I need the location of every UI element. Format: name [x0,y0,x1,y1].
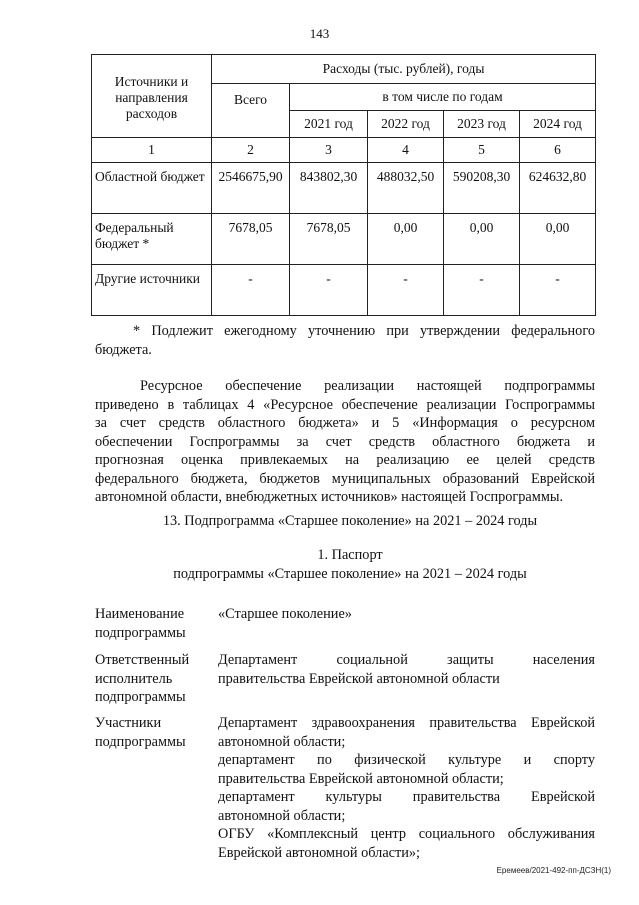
paragraph-line: прогнозная оценка привлекаемых на реализацию ее целей средств [95,452,595,468]
paragraph-line: приведено в таблицах 4 «Ресурсное обеспечение реализации Госпрограммы [95,396,595,413]
table-row [92,265,596,316]
document-code: Еремеев/2021-492-пп-ДСЗН(1) [496,866,611,875]
passport-label [95,714,215,751]
header-year: 2022 год [368,111,444,138]
index-cell: 2 [212,138,290,163]
passport-value [218,714,595,862]
index-cell: 3 [290,138,368,163]
row-label: Федеральный бюджет * [92,214,212,265]
table-cell: 7678,05 [212,214,290,265]
header-expenses: Расходы (тыс. рублей), годы [212,55,596,84]
table-row [92,214,596,265]
value-line: «Старшее поколение» [218,606,352,622]
label-line: Участники [95,715,162,731]
footnote [95,322,595,359]
passport-subtitle: подпрограммы «Старшее поколение» на 2021 – 2024 годы [173,566,527,582]
paragraph-line: автономной области, внебюджетных источников» настоящей Госпрограммы. [95,489,564,505]
expenses-table [91,54,596,316]
passport-value [218,651,595,688]
paragraph-line: Ресурсное обеспечение реализации настоящей подпрограммы [140,378,595,394]
passport-label [95,605,215,642]
table-cell: 0,00 [520,214,596,265]
table-cell: - [520,265,596,316]
label-line: исполнитель [95,670,173,687]
label-line: подпрограммы [95,733,186,750]
table-cell: 624632,80 [520,163,596,214]
table-cell: 0,00 [444,214,520,265]
header-by-years: в том числе по годам [290,84,596,111]
index-cell: 4 [368,138,444,163]
table-cell: 2546675,90 [212,163,290,214]
table-cell: - [368,265,444,316]
paragraph-line: за счет средств областного бюджета» и 5 «Информация о ресурсном [95,415,595,431]
header-year: 2024 год [520,111,596,138]
table-cell: 0,00 [368,214,444,265]
footnote-line: * Подлежит ежегодному уточнению при утверждении федерального [133,323,595,339]
header-total: Всего [212,84,290,138]
table-cell: 488032,50 [368,163,444,214]
index-cell: 1 [92,138,212,163]
label-line: подпрограммы [95,624,186,641]
section-heading: 13. Подпрограмма «Старшее поколение» на 2021 – 2024 годы [162,513,538,529]
passport-value [218,605,595,624]
passport-label [95,651,215,707]
paragraph-line: федерального бюджета, бюджетов муниципальных образований Еврейской [95,470,595,487]
header-sources: Источники и направления расходов [92,55,212,138]
header-year: 2021 год [290,111,368,138]
table-cell: - [444,265,520,316]
table-cell: 7678,05 [290,214,368,265]
value-line: автономной области; [218,733,346,750]
value-line: Департамент социальной защиты населения [218,652,595,668]
table-cell: - [290,265,368,316]
row-label: Другие источники [92,265,212,316]
table-cell: - [212,265,290,316]
value-line: ОГБУ «Комплексный центр социального обслуживания [218,826,595,842]
label-line: подпрограммы [95,689,186,705]
table-cell: 590208,30 [444,163,520,214]
table-cell: 843802,30 [290,163,368,214]
passport-title: 1. Паспорт [317,547,383,563]
value-line: Еврейской автономной области»; [218,844,421,861]
value-line: департамент по физической культуре и спорту [218,752,595,768]
value-line: автономной области; [218,807,346,824]
index-cell: 6 [520,138,596,163]
page-number: 143 [309,26,330,41]
value-line: правительства Еврейской автономной области [218,670,500,687]
resource-paragraph [95,377,595,507]
value-line: Департамент здравоохранения правительства Еврейской [218,715,595,731]
label-line: Ответственный [95,652,190,668]
value-line: правительства Еврейской автономной области; [218,770,504,787]
index-cell: 5 [444,138,520,163]
header-year: 2023 год [444,111,520,138]
value-line: департамент культуры правительства Еврейской [218,789,595,805]
label-line: Наименование [95,606,185,622]
table-row [92,163,596,214]
footnote-line: бюджета. [95,341,152,358]
row-label: Областной бюджет [92,163,212,214]
paragraph-line: обеспечении Госпрограммы за счет средств областного бюджета и [95,433,595,450]
